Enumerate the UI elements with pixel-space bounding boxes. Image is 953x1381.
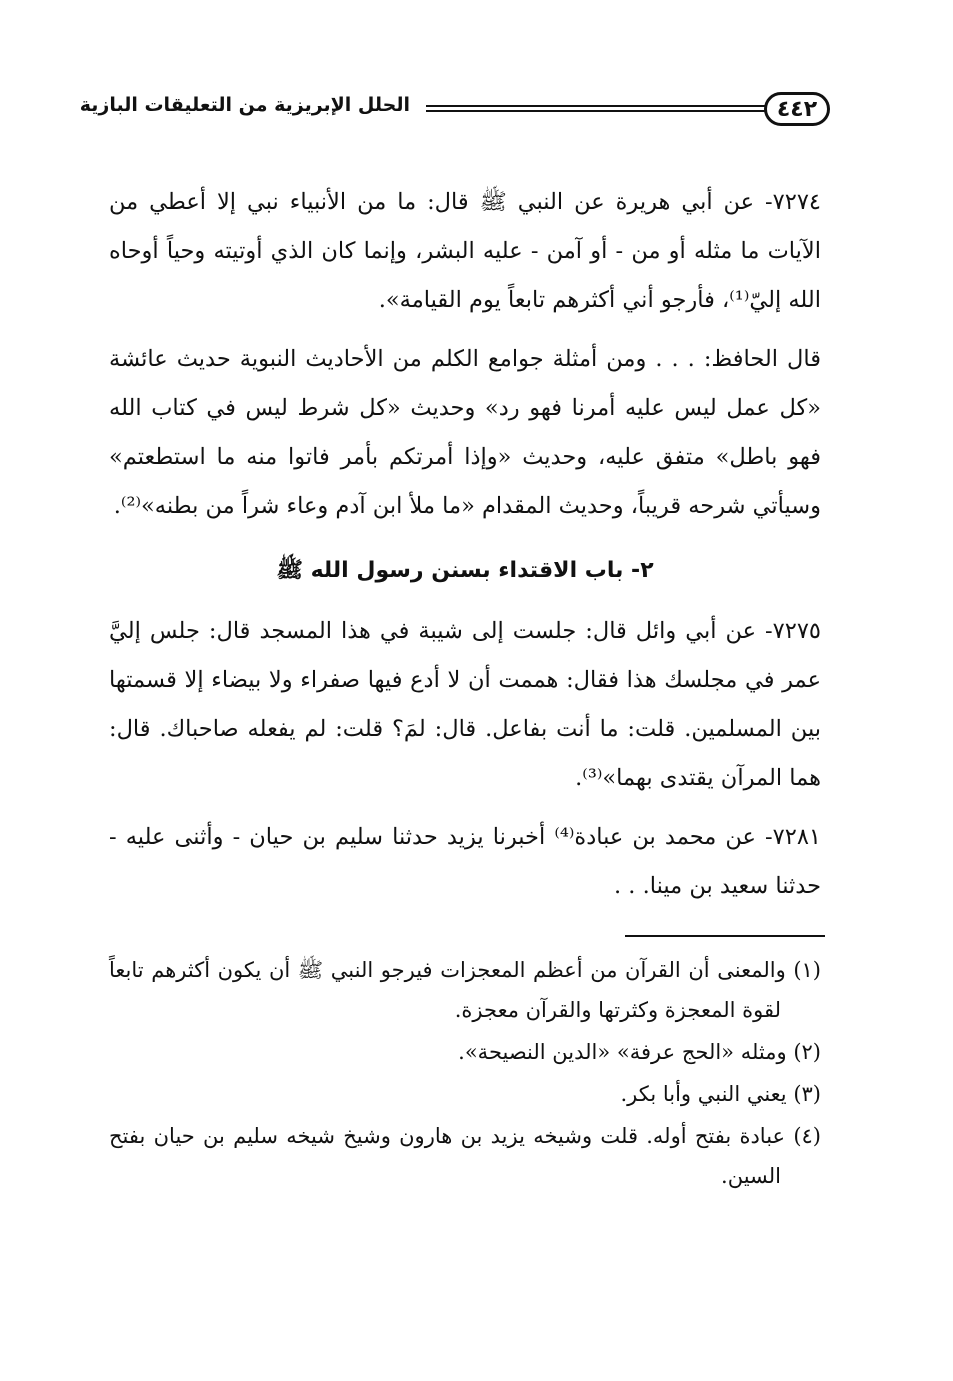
footnote-2: (٢) ومثله «الحج عرفة» «الدين النصيحة». <box>458 1040 821 1064</box>
header-rule <box>426 110 766 112</box>
chapter-title: ٢- باب الاقتداء بسنن رسول الله ﷺ <box>276 558 654 583</box>
main-text <box>109 178 821 921</box>
hadith-7275: ٧٢٧٥- عن أبي وائل قال: جلست إلى شيبة في هذا المسجد قال: جلس إليَّ عمر في مجلسك هذا فقال: هممت أن لا أدع فيها صفراء ولا بيضاء إلا قسمتها بين المسلمين. قلت: ما أنت بفاعل. قال: لمَ؟ قلت: لم يفعله صاحباك. قال: هما المرآن يقتدى بهما»⁽³⁾. <box>109 618 821 791</box>
running-header <box>79 88 830 132</box>
footnote-3: (٣) يعني النبي وأبا بكر. <box>620 1082 821 1106</box>
running-title: الحلل الإبريزية من التعليقات البازية <box>79 94 410 116</box>
commentary-hafiz: قال الحافظ: . . . ومن أمثلة جوامع الكلم من الأحاديث النبوية حديث عائشة «كل عمل ليس عليه أمرنا فهو رد» وحديث «كل شرط ليس في كتاب الله فهو باطل» متفق عليه، وحديث «وإذا أمرتكم بأمر فاتوا منه ما استطعتم» وسيأتي شرحه قريباً، وحديث المقدام «ما ملأ ابن آدم وعاء شراً من بطنه»⁽²⁾. <box>109 346 821 519</box>
footnote-1: (١) والمعنى أن القرآن من أعظم المعجزات فيرجو النبي ﷺ أن يكون أكثرهم تابعاً لقوة المعجزة وكثرتها والقرآن معجزة. <box>109 958 821 1022</box>
hadith-7274: ٧٢٧٤- عن أبي هريرة عن النبي ﷺ قال: ما من الأنبياء نبي إلا أعطي من الآيات ما مثله أو من - أو آمن - عليه البشر، وإنما كان الذي أوتيته وحياً أوحاه الله إليّ⁽¹⁾، فأرجو أني أكثرهم تابعاً يوم القيامة». <box>109 189 821 313</box>
header-rule <box>426 105 766 107</box>
footnotes <box>109 950 821 1198</box>
hadith-7281: ٧٢٨١- عن محمد بن عبادة⁽⁴⁾ أخبرنا يزيد حدثنا سليم بن حيان - وأثنى عليه - حدثنا سعيد بن مينا. . . <box>109 824 822 899</box>
footnote-separator <box>625 935 825 937</box>
page-number: ٤٤٢ <box>764 92 830 126</box>
footnote-4: (٤) عبادة بفتح أوله. قلت وشيخه يزيد بن هارون وشيخ شيخه سليم بن حيان بفتح السين. <box>109 1124 821 1188</box>
